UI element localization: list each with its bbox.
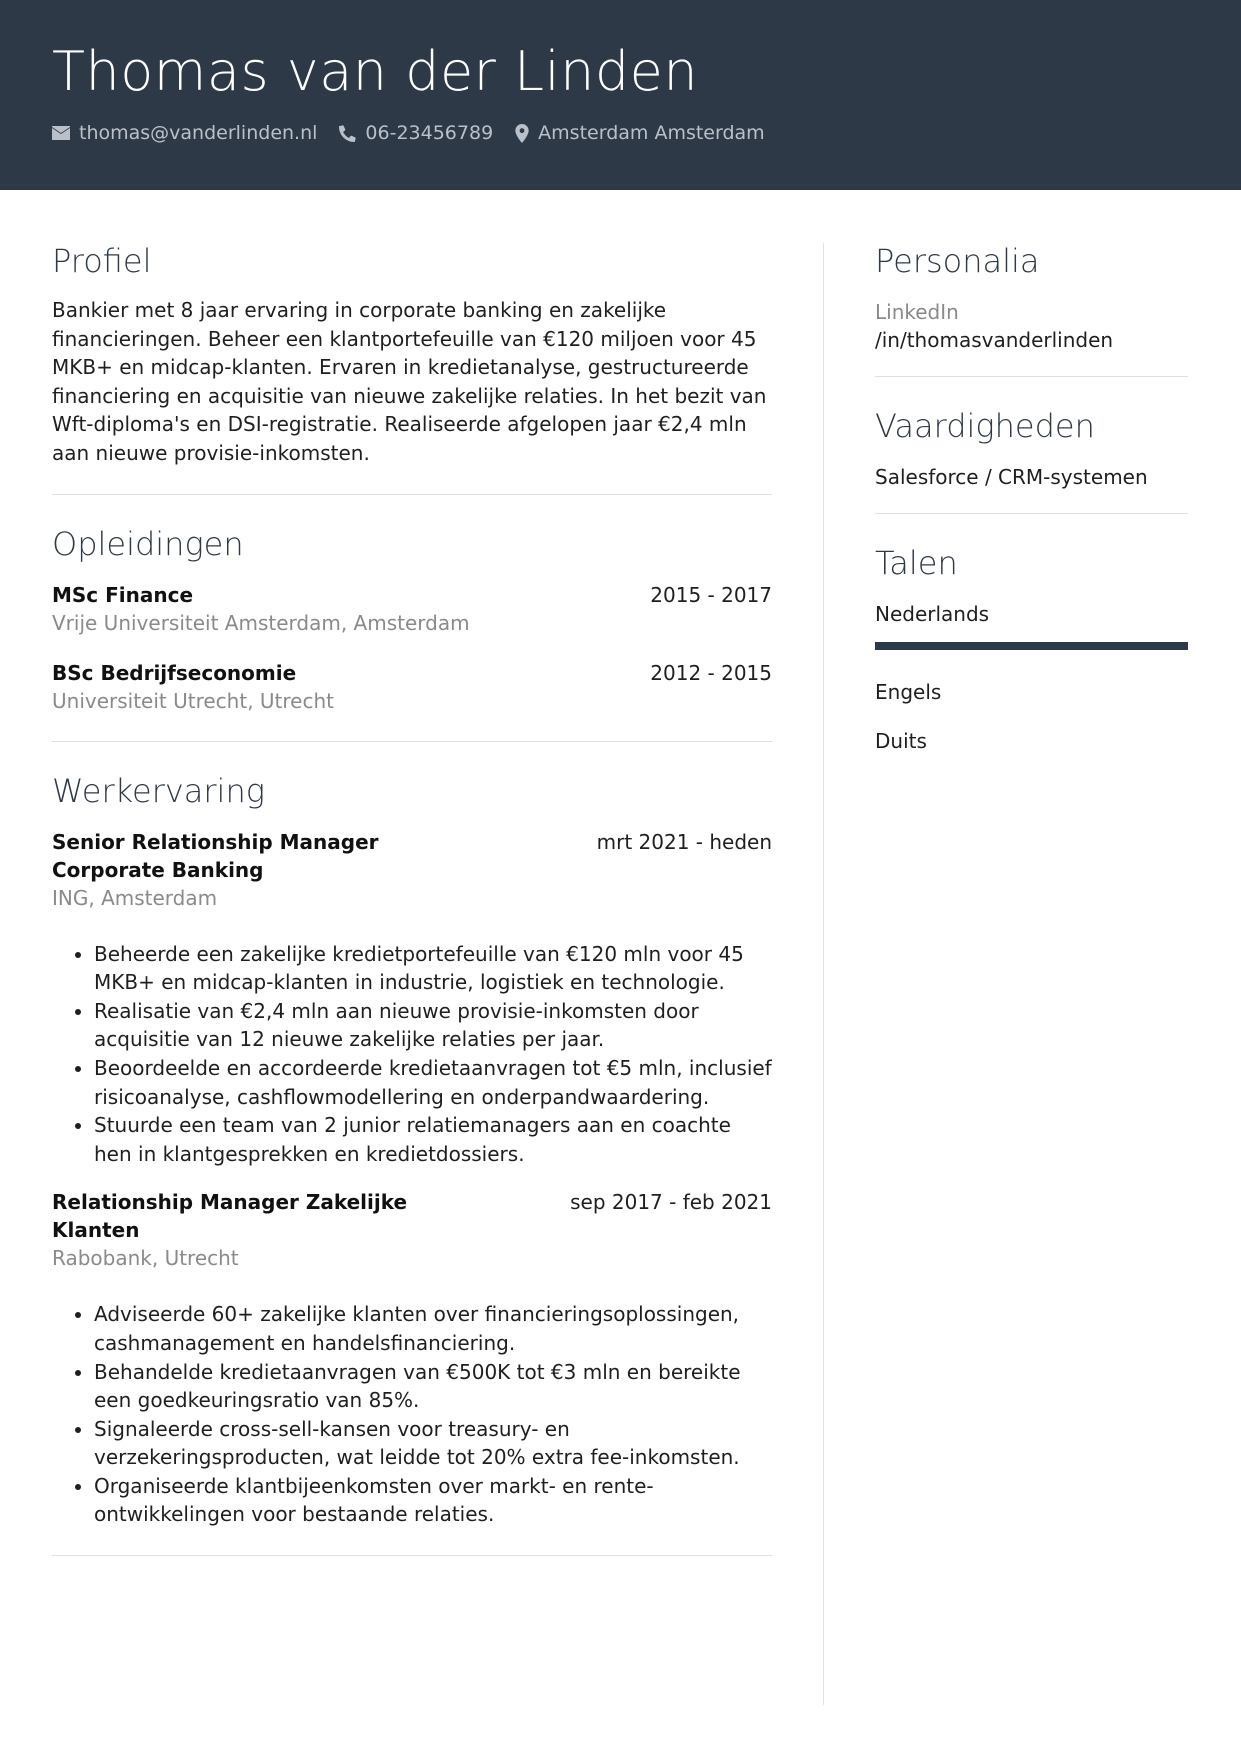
language-name: Nederlands bbox=[875, 602, 990, 626]
job-bullets bbox=[94, 940, 772, 1169]
job-role: Relationship Manager Zakelijke Klanten bbox=[52, 1190, 408, 1243]
job-period: sep 2017 - feb 2021 bbox=[570, 1190, 772, 1215]
skills-heading: Vaardigheden bbox=[875, 407, 1095, 445]
bullet-item: • Signaleerde cross-sell-kansen voor treasury- en verzekeringsproducten, wat leidde tot 20% extra fee-inkomsten. bbox=[94, 1415, 772, 1472]
education-item bbox=[52, 581, 772, 637]
job-role: Senior Relationship Manager Corporate Banking bbox=[52, 829, 379, 882]
phone-icon bbox=[339, 125, 365, 142]
candidate-name: Thomas van der Linden bbox=[52, 40, 699, 103]
language-item bbox=[875, 600, 1188, 650]
linkedin-label: LinkedIn bbox=[875, 300, 959, 324]
language-name: Duits bbox=[875, 729, 927, 753]
education-heading: Opleidingen bbox=[52, 524, 244, 563]
sidebar-column bbox=[875, 240, 1188, 755]
linkedin-value[interactable]: /in/thomasvanderlinden bbox=[875, 328, 1114, 352]
bullet-item: • Realisatie van €2,4 mln aan nieuwe provisie-inkomsten door acquisitie van 12 nieuwe zakelijke relaties per jaar. bbox=[94, 997, 772, 1054]
languages-heading: Talen bbox=[875, 544, 958, 582]
skills-section bbox=[875, 405, 1188, 514]
job-company: ING, Amsterdam bbox=[52, 885, 218, 910]
job-company: Rabobank, Utrecht bbox=[52, 1246, 239, 1271]
personal-section bbox=[875, 240, 1188, 377]
bullet-item: • Beheerde een zakelijke kredietportefeuille van €120 mln voor 45 MKB+ en midcap-klanten in industrie, logistiek en technologie. bbox=[94, 940, 772, 997]
contact-email[interactable] bbox=[52, 122, 317, 144]
school-name: Universiteit Utrecht, Utrecht bbox=[52, 688, 334, 713]
language-level-bar bbox=[875, 642, 1188, 650]
education-period: 2012 - 2015 bbox=[650, 660, 772, 685]
language-level-fill bbox=[875, 642, 1188, 650]
section-divider bbox=[52, 1555, 772, 1556]
bullet-item: • Beoordeelde en accordeerde kredietaanvragen tot €5 mln, inclusief risicoanalyse, cashflowmodellering en onderpandwaardering. bbox=[94, 1054, 772, 1111]
section-divider bbox=[875, 376, 1188, 377]
language-name: Engels bbox=[875, 680, 942, 704]
profile-text: Bankier met 8 jaar ervaring in corporate banking en zakelijke financieringen. Beheer een klantportefeuille van €120 miljoen voor 45 MKB+ en midcap-klanten. Ervaren in kredietanalyse, gestructureerde financiering en acquisitie van nieuwe zakelijke relaties. In het bezit van Wft-diploma's en DSI-registratie. Realiseerde afgelopen jaar €2,4 mln aan nieuwe provisie-inkomsten. bbox=[52, 298, 767, 465]
email-text: thomas@vanderlinden.nl bbox=[79, 122, 318, 144]
education-period: 2015 - 2017 bbox=[650, 582, 772, 607]
job-item bbox=[52, 828, 772, 1169]
degree-title: MSc Finance bbox=[52, 582, 194, 607]
main-column bbox=[52, 240, 772, 1556]
location-text: Amsterdam Amsterdam bbox=[538, 122, 765, 144]
skill-item: Salesforce / CRM-systemen bbox=[875, 465, 1148, 489]
bullet-item: • Behandelde kredietaanvragen van €500K tot €3 mln en bereikte een goedkeuringsratio van 85%. bbox=[94, 1358, 772, 1415]
contact-location bbox=[515, 122, 765, 144]
envelope-icon bbox=[52, 126, 79, 140]
bullet-item: • Stuurde een team van 2 junior relatiemanagers aan en coachte hen in klantgesprekken en kredietdossiers. bbox=[94, 1111, 772, 1168]
column-divider bbox=[823, 243, 824, 1705]
section-divider bbox=[52, 494, 772, 495]
contact-phone[interactable] bbox=[339, 122, 493, 144]
job-bullets bbox=[94, 1300, 772, 1529]
experience-section bbox=[52, 770, 772, 1557]
profile-heading: Profiel bbox=[52, 242, 152, 280]
education-section bbox=[52, 523, 772, 742]
education-item bbox=[52, 659, 772, 715]
degree-title: BSc Bedrijfseconomie bbox=[52, 660, 297, 685]
job-period: mrt 2021 - heden bbox=[596, 829, 772, 854]
map-pin-icon bbox=[515, 124, 538, 143]
language-item bbox=[875, 727, 1188, 755]
bullet-item: • Organiseerde klantbijeenkomsten over markt- en rente-ontwikkelingen voor bestaande relaties. bbox=[94, 1472, 772, 1529]
section-divider bbox=[52, 741, 772, 742]
school-name: Vrije Universiteit Amsterdam, Amsterdam bbox=[52, 610, 470, 635]
job-item bbox=[52, 1188, 772, 1529]
profile-section bbox=[52, 240, 772, 495]
experience-heading: Werkervaring bbox=[52, 771, 265, 810]
languages-section bbox=[875, 542, 1188, 755]
contact-bar bbox=[52, 122, 787, 144]
section-divider bbox=[875, 513, 1188, 514]
phone-text: 06-23456789 bbox=[365, 122, 494, 144]
language-item bbox=[875, 678, 1188, 706]
bullet-item: • Adviseerde 60+ zakelijke klanten over financieringsoplossingen, cashmanagement en handelsfinanciering. bbox=[94, 1300, 772, 1357]
personal-heading: Personalia bbox=[875, 242, 1040, 280]
resume-header bbox=[0, 0, 1241, 190]
